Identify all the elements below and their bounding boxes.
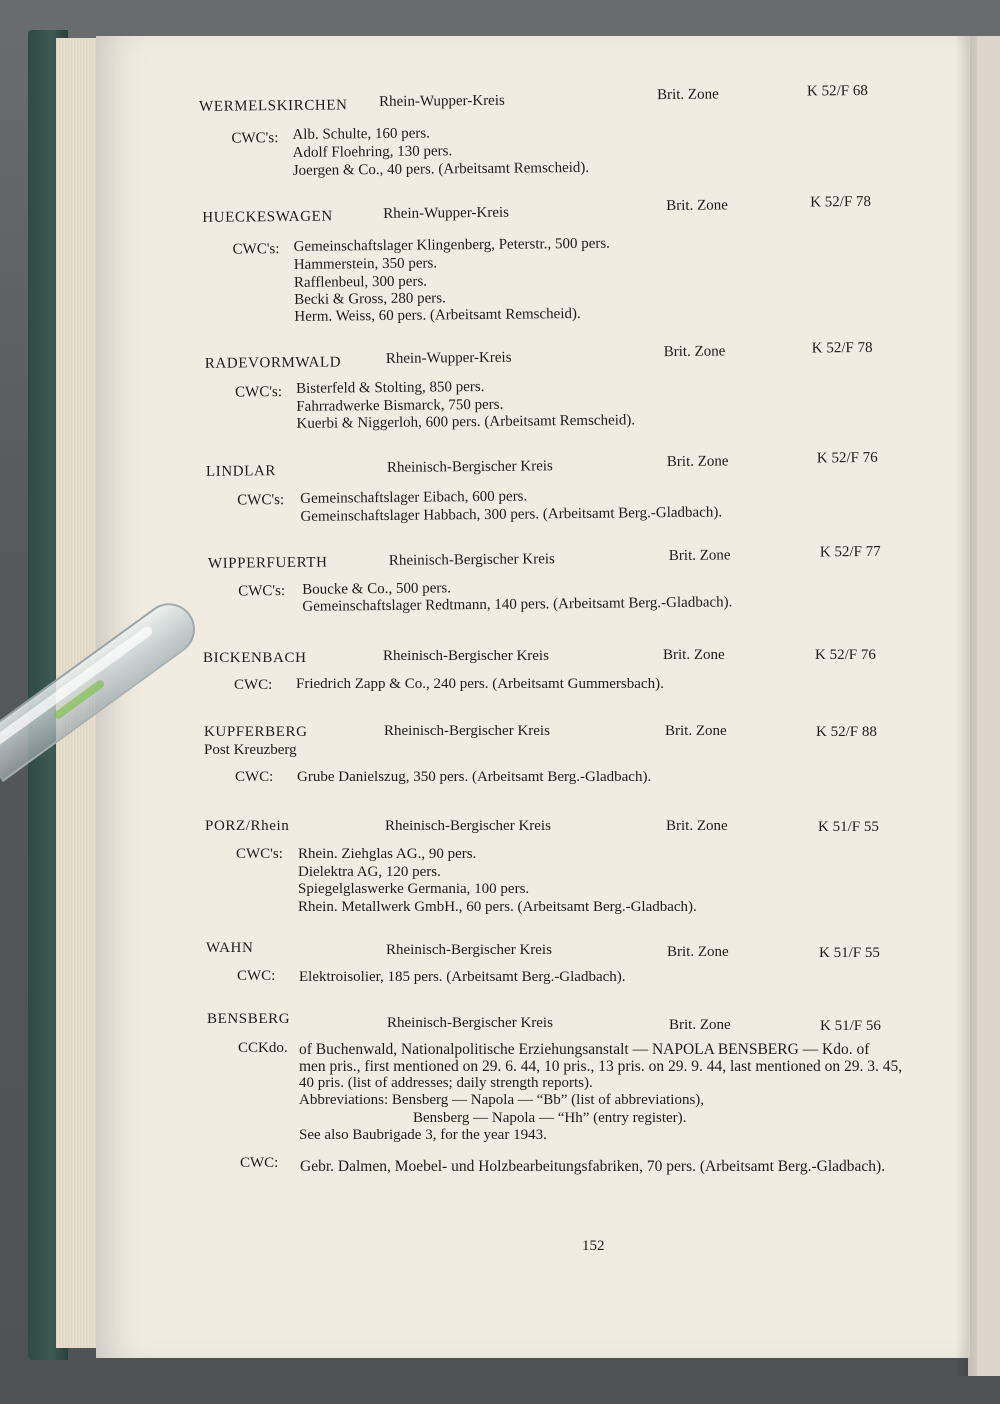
camp-type-label: CWC's: [236, 846, 283, 862]
camp-line: 40 pris. (list of addresses; daily strength reports). [299, 1075, 593, 1091]
map-reference: K 52/F 77 [819, 543, 881, 561]
zone-label: Brit. Zone [663, 343, 726, 361]
camp-line: Rafflenbeul, 300 pers. [293, 273, 428, 291]
town-name: KUPFERBERG [204, 724, 308, 740]
camp-line: Alb. Schulte, 160 pers. [292, 125, 430, 143]
camp-line: Grube Danielszug, 350 pers. (Arbeitsamt Berg.-Gladbach). [297, 769, 652, 785]
district-name: Rheinisch-Bergischer Kreis [386, 942, 552, 958]
camp-type-label: CWC's: [237, 492, 285, 509]
camp-type-label: CWC: [240, 1155, 279, 1171]
district-name: Rheinisch-Bergischer Kreis [387, 1015, 553, 1031]
map-reference: K 51/F 56 [820, 1018, 881, 1034]
town-name: RADEVORMWALD [204, 354, 342, 372]
camp-line: Spiegelglaswerke Germania, 100 pers. [298, 881, 530, 897]
camp-line: Elektroisolier, 185 pers. (Arbeitsamt Berg.-Gladbach). [299, 969, 626, 985]
camp-line: men pris., first mentioned on 29. 6. 44, 10 pris., 13 pris. on 29. 9. 44, last mentioned on 29. 3. 45, [299, 1058, 903, 1075]
map-reference: K 52/F 68 [806, 82, 868, 100]
district-name: Rheinisch-Bergischer Kreis [385, 818, 551, 834]
town-name: WIPPERFUERTH [207, 554, 328, 572]
district-name: Rhein-Wupper-Kreis [379, 92, 505, 111]
camp-line: Herm. Weiss, 60 pers. (Arbeitsamt Remscheid). [294, 305, 581, 325]
camp-line: Boucke & Co., 500 pers. [302, 580, 452, 598]
map-reference: K 52/F 88 [816, 724, 877, 740]
town-name: BICKENBACH [203, 650, 307, 666]
map-reference: K 51/F 55 [818, 819, 879, 835]
camp-type-label: CWC: [234, 677, 273, 693]
zone-label: Brit. Zone [666, 818, 728, 834]
camp-line: Gemeinschaftslager Redtmann, 140 pers. (Arbeitsamt Berg.-Gladbach). [302, 594, 733, 615]
camp-line: Friedrich Zapp & Co., 240 pers. (Arbeitsamt Gummersbach). [296, 676, 664, 692]
zone-label: Brit. Zone [669, 1017, 731, 1033]
district-name: Rheinisch-Bergischer Kreis [383, 648, 549, 664]
district-name: Rheinisch-Bergischer Kreis [386, 458, 553, 476]
zone-label: Brit. Zone [666, 453, 729, 471]
camp-line: of Buchenwald, Nationalpolitische Erziehungsanstalt — NAPOLA BENSBERG — Kdo. of [299, 1041, 870, 1058]
camp-type-label: CCKdo. [238, 1040, 288, 1056]
camp-line: Fahrradwerke Bismarck, 750 pers. [296, 396, 504, 415]
town-name: WERMELSKIRCHEN [199, 97, 348, 115]
zone-label: Brit. Zone [656, 86, 719, 104]
zone-label: Brit. Zone [668, 547, 731, 565]
camp-line: Rhein. Ziehglas AG., 90 pers. [298, 846, 477, 862]
zone-label: Brit. Zone [666, 197, 728, 215]
district-name: Rhein-Wupper-Kreis [383, 204, 510, 222]
camp-line: Gemeinschaftslager Eibach, 600 pers. [300, 488, 528, 507]
map-reference: K 52/F 76 [816, 449, 878, 467]
camp-line: Gemeinschaftslager Habbach, 300 pers. (Arbeitsamt Berg.-Gladbach). [300, 504, 723, 525]
camp-line: Joergen & Co., 40 pers. (Arbeitsamt Remscheid). [292, 159, 590, 179]
camp-line: Abbreviations: Bensberg — Napola — “Bb” (list of abbreviations), [299, 1092, 705, 1108]
camp-line: See also Baubrigade 3, for the year 1943. [299, 1127, 547, 1143]
zone-label: Brit. Zone [667, 944, 729, 960]
district-name: Rheinisch-Bergischer Kreis [384, 723, 550, 739]
post-office-name: Post Kreuzberg [204, 742, 297, 758]
camp-line: Gemeinschaftslager Klingenberg, Peterstr., 500 pers. [293, 235, 610, 255]
camp-type-label: CWC's: [235, 384, 283, 401]
district-name: Rhein-Wupper-Kreis [385, 349, 512, 367]
town-name: PORZ/Rhein [205, 818, 290, 834]
zone-label: Brit. Zone [665, 723, 727, 739]
camp-line: Hammerstein, 350 pers. [293, 255, 438, 273]
camp-line: Dielektra AG, 120 pers. [298, 864, 441, 880]
map-reference: K 52/F 76 [815, 647, 876, 663]
town-name: HUECKESWAGEN [202, 208, 333, 226]
page-number: 152 [582, 1238, 605, 1254]
camp-line: Adolf Floehring, 130 pers. [292, 143, 453, 161]
camp-type-label: CWC's: [231, 130, 279, 147]
camp-type-label: CWC: [235, 769, 274, 785]
town-name: LINDLAR [205, 463, 277, 480]
town-name: BENSBERG [207, 1011, 291, 1027]
camp-line: Bisterfeld & Stolting, 850 pers. [296, 378, 485, 397]
town-name: WAHN [206, 940, 254, 956]
camp-line: Gebr. Dalmen, Moebel- und Holzbearbeitungsfabriken, 70 pers. (Arbeitsamt Berg.-Gladbach). [300, 1158, 886, 1175]
map-reference: K 52/F 78 [811, 339, 873, 357]
camp-line: Kuerbi & Niggerloh, 600 pers. (Arbeitsamt Remscheid). [296, 412, 636, 432]
camp-line: Becki & Gross, 280 pers. [294, 290, 446, 308]
map-reference: K 52/F 78 [810, 193, 872, 211]
map-reference: K 51/F 55 [819, 945, 880, 961]
district-name: Rheinisch-Bergischer Kreis [388, 551, 555, 569]
zone-label: Brit. Zone [663, 647, 725, 663]
camp-type-label: CWC's: [232, 241, 280, 258]
camp-type-label: CWC: [237, 968, 276, 984]
camp-type-label: CWC's: [238, 583, 286, 600]
camp-line: Rhein. Metallwerk GmbH., 60 pers. (Arbeitsamt Berg.-Gladbach). [298, 899, 697, 915]
camp-line: Bensberg — Napola — “Hh” (entry register). [413, 1110, 687, 1126]
